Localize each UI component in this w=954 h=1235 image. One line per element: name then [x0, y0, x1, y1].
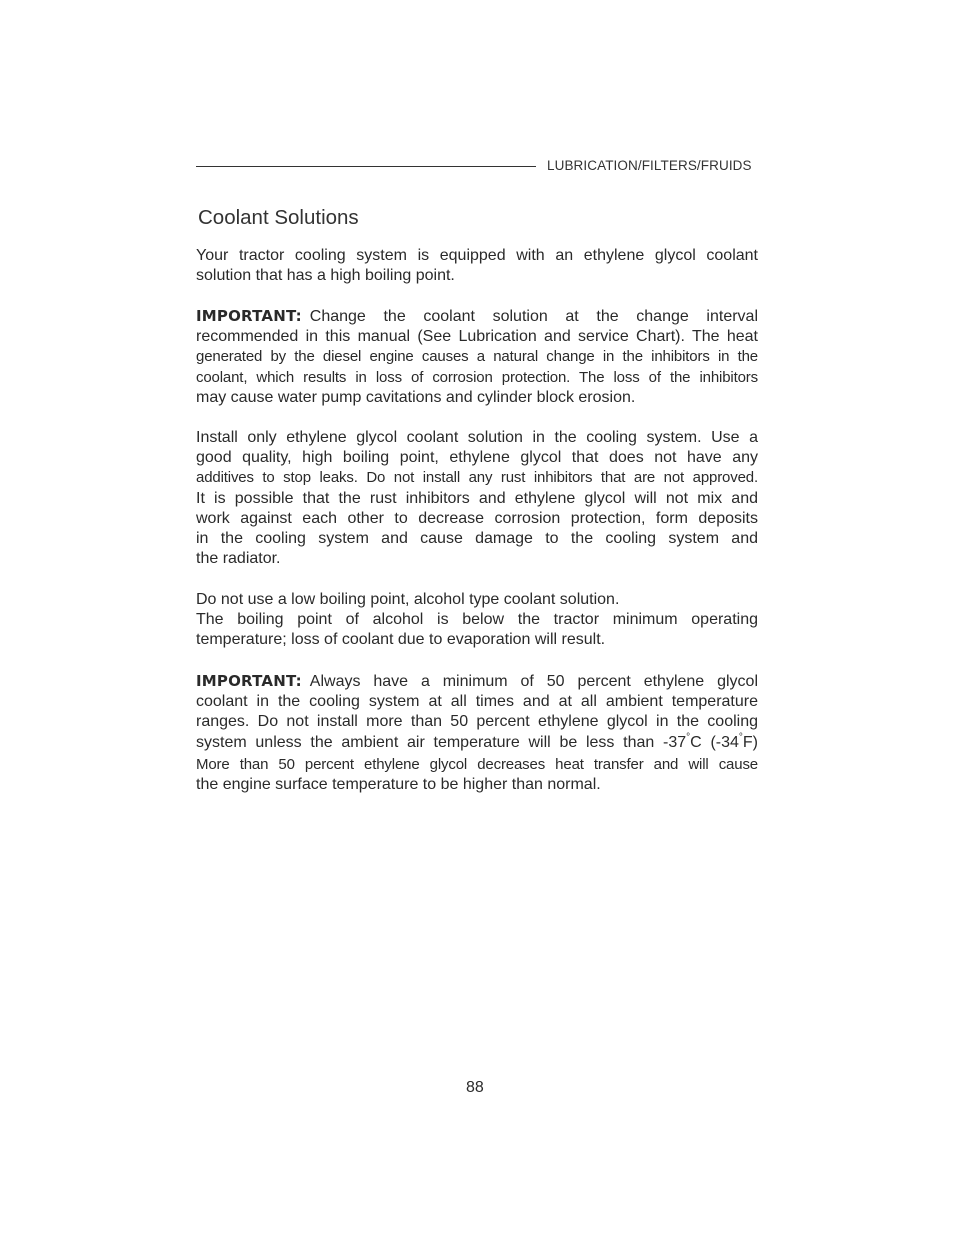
- text-line: the engine surface temperature to be higher than normal.: [196, 776, 601, 794]
- text-line: Install only ethylene glycol coolant solution in the cooling system. Use a: [196, 429, 758, 446]
- text-line: recommended in this manual (See Lubrication and service Chart). The heat: [196, 328, 758, 346]
- text-line: Do not use a low boiling point, alcohol type coolant solution.: [196, 591, 620, 608]
- text-line: temperature; loss of coolant due to evaporation will result.: [196, 631, 606, 649]
- text-line: coolant in the cooling system at all times and at all ambient temperature: [196, 693, 758, 711]
- text-line: ranges. Do not install more than 50 percent ethylene glycol in the cooling: [196, 713, 758, 731]
- text-line: The boiling point of alcohol is below the tractor minimum operating: [196, 611, 758, 629]
- degree-symbol: °: [738, 731, 743, 743]
- header-rule: [196, 166, 536, 167]
- text-line: additives to stop leaks. Do not install any rust inhibitors that are not approved.: [196, 469, 758, 487]
- text-line: may cause water pump cavitations and cylinder block erosion.: [196, 388, 636, 406]
- text-line: solution that has a high boiling point.: [196, 267, 455, 285]
- paragraph-important-interval: [196, 306, 758, 408]
- text-line: coolant, which results in loss of corrosion protection. The loss of the inhibitors: [196, 368, 758, 386]
- text-line: Always have a minimum of 50 percent ethylene glycol: [309, 673, 758, 690]
- text-line: good quality, high boiling point, ethylene glycol that does not have any: [196, 449, 758, 467]
- text-line: in the cooling system and cause damage to the cooling system and: [196, 530, 758, 548]
- paragraph-install: [196, 428, 758, 569]
- paragraph-important-minimum: [196, 671, 758, 795]
- section-label: LUBRICATION/FILTERS/FRUIDS: [547, 158, 752, 173]
- text-line: It is possible that the rust inhibitors and ethylene glycol will not mix and: [196, 489, 758, 507]
- important-label: IMPORTANT:: [196, 307, 302, 325]
- text-line: the radiator.: [196, 550, 281, 568]
- text-line: Your tractor cooling system is equipped with an ethylene glycol coolant: [196, 247, 758, 264]
- temperature-line: system unless the ambient air temperature will be less than -37°C (-34°F): [196, 731, 759, 751]
- text-line: work against each other to decrease corrosion protection, form deposits: [196, 509, 758, 527]
- text-line: More than 50 percent ethylene glycol decreases heat transfer and will cause: [196, 755, 758, 773]
- paragraph-alcohol: [196, 590, 758, 651]
- page-number: 88: [466, 1079, 484, 1096]
- page-title: Coolant Solutions: [198, 206, 359, 229]
- important-label: IMPORTANT:: [196, 672, 302, 690]
- text-line: Change the coolant solution at the change interval: [309, 308, 758, 325]
- text-line: generated by the diesel engine causes a natural change in the inhibitors in the: [196, 348, 758, 366]
- paragraph-intro: [196, 246, 758, 286]
- degree-symbol: °: [686, 731, 691, 743]
